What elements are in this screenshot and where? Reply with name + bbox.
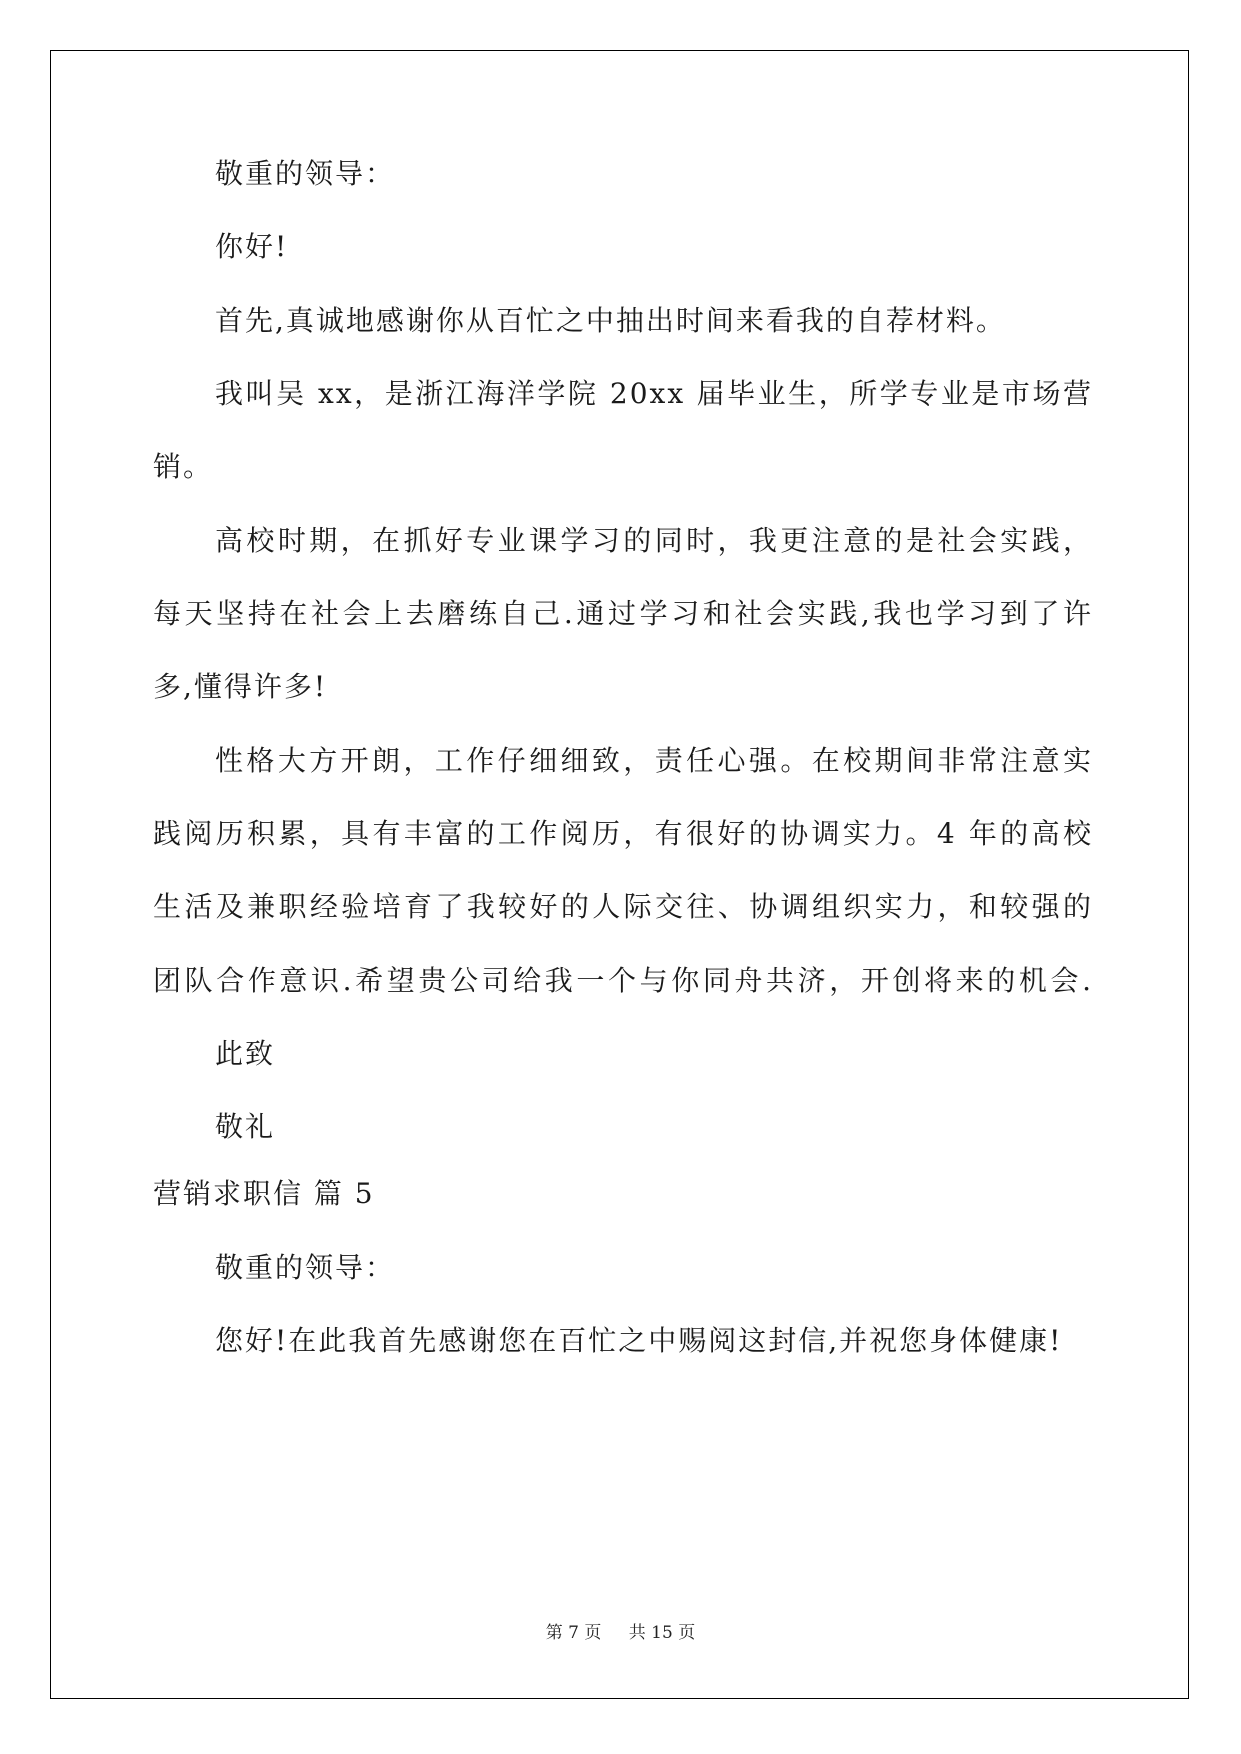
closing-line: 此致 <box>215 1037 276 1070</box>
paragraph-line: 我叫吴 xx，是浙江海洋学院 20xx 届毕业生，所学专业是市场营 <box>215 377 1093 410</box>
paragraph-line: 首先,真诚地感谢你从百忙之中抽出时间来看我的自荐材料。 <box>215 304 1006 337</box>
salutation: 敬重的领导： <box>215 1251 396 1284</box>
page-border <box>50 50 1189 1699</box>
paragraph-line: 生活及兼职经验培育了我较好的人际交往、协调组织实力，和较强的 <box>153 890 1093 923</box>
closing-line: 敬礼 <box>215 1110 276 1143</box>
paragraph-line: 团队合作意识.希望贵公司给我一个与你同舟共济，开创将来的机会. <box>153 964 1093 997</box>
paragraph-line: 性格大方开朗，工作仔细细致，责任心强。在校期间非常注意实 <box>215 744 1093 777</box>
paragraph-line: 您好!在此我首先感谢您在百忙之中赐阅这封信,并祝您身体健康! <box>215 1324 1063 1357</box>
paragraph-line: 销。 <box>153 450 214 483</box>
page-footer <box>0 1625 1241 1642</box>
page-total: 共 15 页 <box>628 1623 696 1643</box>
greeting: 你好! <box>215 230 289 263</box>
paragraph-line: 每天坚持在社会上去磨练自己.通过学习和社会实践,我也学习到了许 <box>153 597 1093 630</box>
paragraph-line: 高校时期，在抓好专业课学习的同时，我更注意的是社会实践， <box>215 524 1093 557</box>
salutation: 敬重的领导： <box>215 157 396 190</box>
section-heading: 营销求职信 篇 5 <box>153 1177 375 1210</box>
page-number: 第 7 页 <box>545 1623 602 1643</box>
paragraph-line: 践阅历积累，具有丰富的工作阅历，有很好的协调实力。4 年的高校 <box>153 817 1093 850</box>
paragraph-line: 多,懂得许多! <box>153 670 328 703</box>
